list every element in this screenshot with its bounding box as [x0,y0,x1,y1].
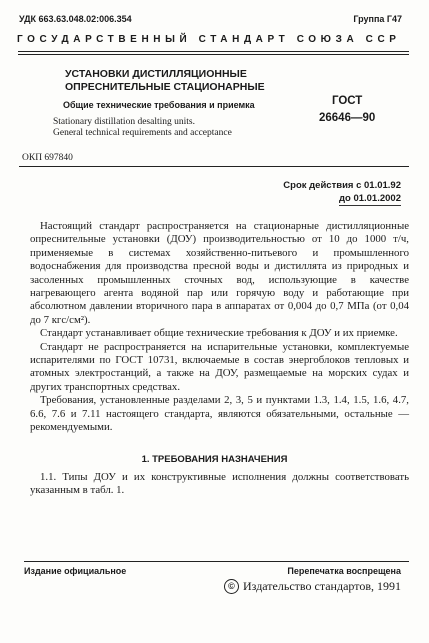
title-line-2: ОПРЕСНИТЕЛЬНЫЕ СТАЦИОНАРНЫЕ [65,81,265,93]
official-edition: Издание официальное [24,566,127,576]
state-standard-banner: ГОСУДАРСТВЕННЫЙ СТАНДАРТ СОЮЗА ССР [17,34,401,45]
paragraph-mandatory: Требования, установленные разделами 2, 3, 5 и пунктами 1.3, 1.4, 1.5, 1.6, 4.7, 6.6, 7.6 и 7.11 настоящего стандарта, являются обязательными, остальные — рекомендуемыми. [30,394,409,434]
gost-label: ГОСТ [331,95,363,107]
english-title-line-2: General technical requirements and acceptance [53,127,232,138]
english-title-line-1: Stationary distillation desalting units. [53,117,195,127]
paragraph-exclusions: Стандарт не распространяется на испарительные установки, комплектуемые испарителями по ГОСТ 10731, включаемые в состав энергоблоков тепловых и атомных электростанций, а также на ДОУ, размещаемые на морских судах и других транспортных средствах. [30,340,409,393]
publisher-line [224,579,401,594]
clause-1-1: 1.1. Типы ДОУ и их конструктивные исполнения должны соответствовать указанным в табл. 1. [30,471,409,497]
copyright-icon: © [224,579,239,594]
paragraph-scope: Настоящий стандарт распространяется на стационарные дистилляционные опреснительные установки (ДОУ) производительностью от 10 до 1000 т/ч, применяемые в системах хозяйственно-питьевого и промышленного водоснабжения для производства пресной воды и дистиллята из природных и засоленных промышленных сточных вод, использующие в качестве нагревающего агента водяной пар или горячую воду и работающие при абсолютном давлении вторичного пара в аппаратах от 0,004 до 0,7 МПа (от 0,04 до 7 кгс/см²). [30,220,409,326]
udk-code: УДК 663.63.048.02:006.354 [19,14,132,24]
gost-number: 26646—90 [319,112,376,124]
header-rule-bottom [18,54,409,55]
english-title [53,117,232,138]
okp-code: ОКП 697840 [22,153,73,163]
footer-rule [24,561,409,562]
group-code: Группа Г47 [353,14,402,24]
okp-rule [19,166,409,167]
gost-designation [319,93,375,127]
reprint-prohibited: Перепечатка воспрещена [287,566,401,576]
validity-end: до 01.01.2002 [338,193,401,204]
validity-period [283,179,401,205]
section-body [30,471,409,498]
document-title [65,68,265,94]
validity-start: Срок действия с 01.01.92 [283,180,401,191]
paragraph-requirements: Стандарт устанавливает общие технические требования к ДОУ и их приемке. [40,327,398,340]
publisher-name: Издательство стандартов, 1991 [243,579,401,593]
title-line-1: УСТАНОВКИ ДИСТИЛЛЯЦИОННЫЕ [65,68,247,80]
section-heading: 1. ТРЕБОВАНИЯ НАЗНАЧЕНИЯ [141,454,288,465]
header-rule-top [18,51,409,52]
document-body [30,220,409,435]
document-subtitle: Общие технические требования и приемка [63,100,255,110]
